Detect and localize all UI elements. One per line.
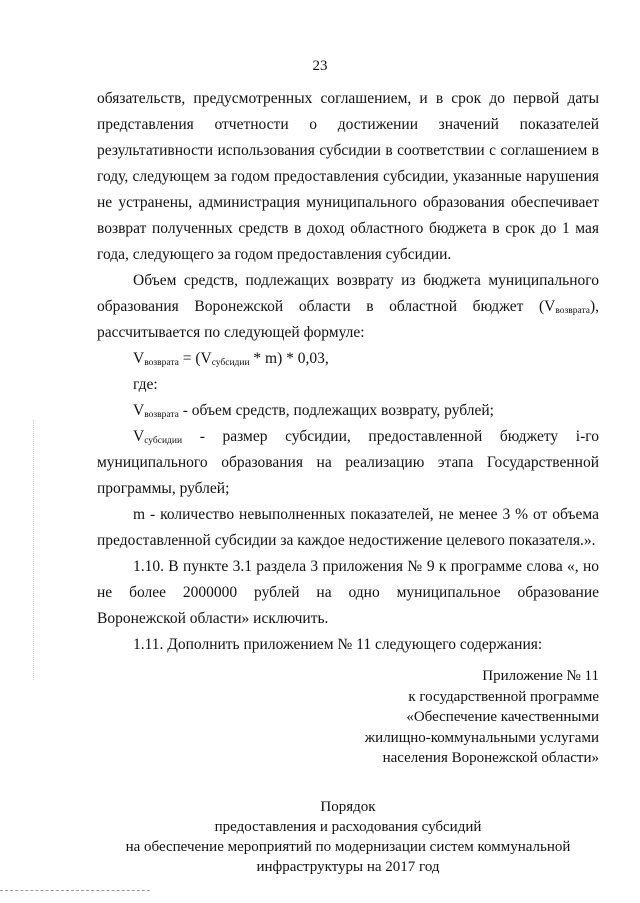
scan-margin-mark: [33, 420, 35, 680]
definition-m: m - количество невыполненных показателей, не менее 3 % от объема предоставленной субсидии за каждое недостижение целевого показателя.».: [97, 506, 599, 549]
formula-tail: * m) * 0,03,: [249, 350, 329, 367]
order-title: [97, 797, 599, 877]
item-1-11: 1.11. Дополнить приложением № 11 следующего содержания:: [133, 636, 543, 653]
appendix-line-4: жилищно-коммунальными услугами: [364, 729, 599, 746]
appendix-line-5: населения Воронежской области»: [382, 750, 599, 766]
def1-v: V: [133, 402, 145, 419]
def1-text: - объем средств, подлежащих возврату, рублей;: [178, 402, 494, 419]
formula-sub-subsidy: субсидии: [211, 358, 250, 368]
order-title-line-4: инфраструктуры на 2017 год: [256, 858, 440, 875]
appendix-line-2: к государственной программе: [408, 688, 599, 705]
order-title-line-3: на обеспечение мероприятий по модернизации систем коммунальной: [125, 838, 571, 855]
volume-last-line: рассчитывается по следующей формуле:: [97, 324, 365, 341]
def2-v: V: [133, 428, 145, 445]
appendix-line-3: «Обеспечение качественными: [406, 709, 599, 725]
formula-mid: = (V: [178, 350, 212, 367]
def2-sub: субсидии: [144, 436, 183, 446]
volume-text: Объем средств, подлежащих возврату из бюджета муниципального образования Воронежской области в областной бюджет (V: [97, 272, 599, 315]
document-body: [97, 86, 599, 877]
bottom-rule: [0, 890, 150, 891]
formula-sub-return: возврата: [144, 358, 179, 368]
def1-sub: возврата: [144, 410, 179, 420]
order-title-line-1: Порядок: [320, 798, 376, 815]
def2-text: - размер субсидии, предоставленной бюджету i-го муниципального образования на реализацию этапа Государственной программы, рублей;: [97, 428, 599, 497]
paragraph-obligations: обязательств, предусмотренных соглашением, и в срок до первой даты представления отчетности о достижении значений показателей результативности использования субсидии в соответствии с соглашением в году, следующем за годом предоставления субсидии, указанные нарушения не устранены, администрация муниципального образования обеспечивает возврат полученных средств в доход областного бюджета в срок до 1 мая года, следующего за годом предоставления субсидии.: [97, 90, 599, 263]
appendix-line-1: Приложение № 11: [482, 668, 599, 684]
formula-v: V: [133, 350, 145, 367]
definition-v-subsidy: [97, 424, 599, 502]
formula: [97, 346, 599, 372]
where-label: где:: [133, 376, 158, 393]
appendix-header: [97, 666, 599, 769]
item-1-10: 1.10. В пункте 3.1 раздела 3 приложения № 9 к программе слова «, но не более 2000000 рублей на одно муниципальное образование Воронежской области» исключить.: [97, 558, 599, 627]
paragraph-volume: [97, 268, 599, 346]
page-number: 23: [312, 58, 328, 74]
volume-tail: ),: [589, 298, 599, 315]
definition-v-return: [97, 398, 599, 424]
order-title-line-2: предоставления и расходования субсидий: [214, 818, 482, 835]
volume-subscript: возврата: [555, 306, 590, 316]
